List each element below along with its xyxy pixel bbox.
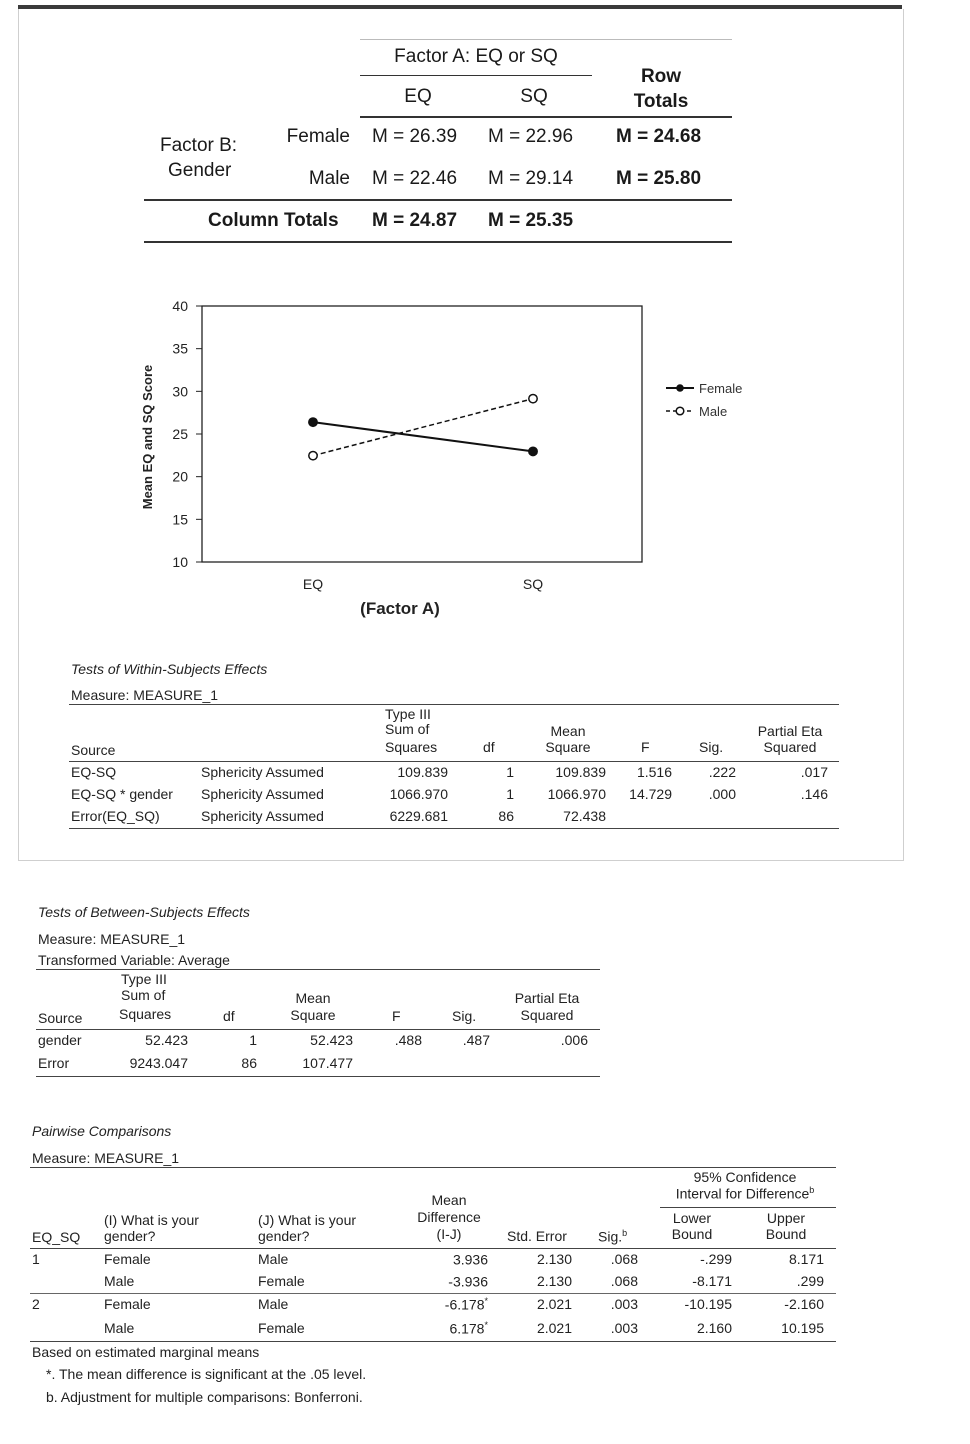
between-hdr-sig: Sig. (452, 1008, 477, 1024)
between-f: .488 (394, 1032, 422, 1048)
within-hdr-source: Source (71, 742, 116, 758)
pairwise-hdr-se: Std. Error (507, 1228, 567, 1244)
between-hdr-f: F (392, 1008, 401, 1024)
factor-b-gender: Gender (168, 160, 232, 181)
within-hdr-ss-2: Sum of (385, 721, 430, 737)
within-df: 1 (506, 786, 514, 802)
female-eq-mean: M = 26.39 (372, 126, 458, 147)
factor-a-title: Factor A: EQ or SQ (394, 46, 558, 67)
within-hdr-sig: Sig. (699, 739, 724, 755)
y-tick-label: 10 (172, 554, 188, 570)
within-hdr-f: F (641, 739, 650, 755)
legend-female-marker (676, 384, 684, 392)
pairwise-hdr-i-2: gender? (104, 1228, 156, 1244)
col-total-sq: M = 25.35 (488, 210, 574, 231)
within-df: 1 (506, 764, 514, 780)
pairwise-hdr-upper-1: Upper (766, 1210, 806, 1226)
pairwise-lower: 2.160 (696, 1320, 732, 1336)
pairwise-eqsq: 2 (32, 1296, 40, 1312)
md-star: * (484, 1320, 488, 1330)
within-eta: .146 (800, 786, 828, 802)
plot-frame (202, 306, 642, 562)
between-eta: .006 (560, 1032, 588, 1048)
between-top-rule (36, 969, 600, 970)
within-measure: Measure: MEASURE_1 (71, 687, 219, 703)
data-point-male (529, 394, 537, 402)
between-sig: .487 (462, 1032, 490, 1048)
between-title: Tests of Between-Subjects Effects (38, 904, 250, 920)
pairwise-hdr-eqsq: EQ_SQ (32, 1229, 81, 1245)
pairwise-sig: .003 (610, 1296, 638, 1312)
data-point-male (309, 451, 317, 459)
between-hdr-eta-2: Squared (520, 1007, 574, 1023)
within-hdr-ss-3: Squares (385, 739, 438, 755)
within-f: 14.729 (629, 786, 672, 802)
female-sq-mean: M = 22.96 (488, 126, 574, 147)
within-hdr-eta-1: Partial Eta (757, 723, 823, 739)
within-top-rule (69, 704, 839, 705)
within-type: Sphericity Assumed (201, 808, 324, 824)
male-row-total: M = 25.80 (616, 168, 702, 189)
pairwise-j: Female (258, 1320, 305, 1336)
x-tick-sq: SQ (522, 576, 544, 592)
between-hdr-ms-1: Mean (295, 990, 331, 1006)
between-bottom-rule (36, 1076, 600, 1077)
x-axis-label: (Factor A) (360, 599, 440, 618)
pairwise-eqsq: 1 (32, 1251, 40, 1267)
pairwise-j: Male (258, 1296, 289, 1312)
within-df: 86 (498, 808, 514, 824)
pairwise-hdr-lower-1: Lower (672, 1210, 712, 1226)
y-tick-label: 20 (172, 468, 188, 485)
within-ms: 72.438 (563, 808, 606, 824)
pairwise-sig: .068 (610, 1273, 638, 1289)
pairwise-i: Male (104, 1320, 135, 1336)
pairwise-md (420, 1296, 488, 1313)
pairwise-md (420, 1251, 488, 1268)
pairwise-upper: 8.171 (788, 1251, 824, 1267)
within-f: 1.516 (636, 764, 672, 780)
pairwise-i: Female (104, 1251, 151, 1267)
pairwise-hdr-lower-2: Bound (671, 1226, 713, 1242)
y-axis-label: Mean EQ and SQ Score (140, 364, 155, 510)
within-eta: .017 (800, 764, 828, 780)
pairwise-hdr-j-1: (J) What is your (258, 1212, 357, 1228)
row-totals-label-2: Totals (633, 91, 689, 112)
pairwise-hdr-sig (598, 1228, 627, 1245)
between-df: 1 (249, 1032, 257, 1048)
pairwise-hdr-md-3: (I-J) (436, 1226, 462, 1242)
data-point-female (309, 418, 317, 426)
pairwise-group-rule (30, 1293, 836, 1294)
within-source: EQ-SQ * gender (71, 786, 173, 802)
within-title: Tests of Within-Subjects Effects (71, 661, 268, 677)
between-hdr-ss-1: Type III (121, 971, 167, 987)
pairwise-hdr-upper-2: Bound (765, 1226, 807, 1242)
pairwise-hdr-md-2: Difference (417, 1209, 481, 1225)
md-value: -3.936 (448, 1273, 488, 1290)
legend-female-label: Female (699, 381, 743, 396)
between-ms: 107.477 (302, 1055, 353, 1071)
column-totals-label: Column Totals (208, 210, 339, 231)
male-eq-mean: M = 22.46 (372, 168, 458, 189)
pairwise-upper: -2.160 (784, 1296, 824, 1312)
pairwise-hdr-j-2: gender? (258, 1228, 310, 1244)
pairwise-title: Pairwise Comparisons (32, 1123, 172, 1139)
pairwise-note-basis: Based on estimated marginal means (32, 1344, 260, 1360)
within-ss: 1066.970 (389, 786, 448, 802)
within-sig: .000 (708, 786, 736, 802)
pairwise-upper: 10.195 (781, 1320, 824, 1336)
col-eq-header: EQ (404, 86, 432, 107)
within-ss: 109.839 (397, 764, 448, 780)
md-value: 6.178 (449, 1320, 485, 1337)
y-tick-label: 40 (172, 298, 188, 314)
between-hdr-ss-2: Sum of (121, 987, 166, 1003)
between-header-rule (36, 1029, 600, 1030)
between-ss: 9243.047 (129, 1055, 188, 1071)
within-bottom-rule (69, 828, 839, 829)
within-hdr-ss-1: Type III (385, 706, 431, 722)
between-hdr-ss-3: Squares (119, 1006, 172, 1022)
pairwise-bottom-rule (30, 1341, 836, 1342)
male-sq-mean: M = 29.14 (488, 168, 574, 189)
within-hdr-ms-1: Mean (550, 723, 586, 739)
interaction-chart (0, 0, 970, 630)
y-tick-label: 25 (172, 426, 188, 442)
md-star: * (484, 1296, 488, 1306)
factor-b-label: Factor B: (160, 135, 238, 156)
within-source: Error(EQ_SQ) (71, 808, 160, 824)
male-row-label: Male (308, 168, 350, 189)
within-type: Sphericity Assumed (201, 764, 324, 780)
ci-underline (660, 1207, 836, 1208)
female-row-label: Female (286, 126, 350, 147)
pairwise-md (420, 1320, 488, 1337)
pairwise-measure: Measure: MEASURE_1 (32, 1150, 180, 1166)
sig-text: Sig. (598, 1228, 623, 1245)
pairwise-sig: .003 (610, 1320, 638, 1336)
pairwise-hdr-ci-2 (655, 1185, 835, 1202)
legend (666, 381, 742, 419)
between-hdr-ms-2: Square (290, 1007, 336, 1023)
between-ss: 52.423 (145, 1032, 188, 1048)
legend-male-marker (676, 407, 684, 415)
between-transformed: Transformed Variable: Average (38, 952, 230, 968)
ci-title-text: Interval for Difference (675, 1185, 810, 1202)
pairwise-se: 2.130 (536, 1273, 572, 1289)
pairwise-j: Male (258, 1251, 289, 1267)
between-source: gender (38, 1032, 82, 1048)
pairwise-header-rule (30, 1248, 836, 1249)
within-hdr-df: df (483, 739, 495, 755)
pairwise-hdr-i-1: (I) What is your (104, 1212, 199, 1228)
data-point-female (529, 447, 537, 455)
female-row-total: M = 24.68 (616, 126, 702, 147)
md-value: 3.936 (452, 1251, 488, 1268)
ci-title-sup: b (809, 1185, 815, 1195)
within-sig: .222 (708, 764, 736, 780)
col-total-eq: M = 24.87 (372, 210, 458, 231)
pairwise-hdr-md-1: Mean (431, 1192, 467, 1208)
within-header-rule (69, 761, 839, 762)
between-hdr-eta-1: Partial Eta (514, 990, 580, 1006)
pairwise-se: 2.130 (536, 1251, 572, 1267)
within-source: EQ-SQ (71, 764, 117, 780)
between-source: Error (38, 1055, 70, 1071)
y-tick-label: 35 (172, 340, 188, 357)
between-ms: 52.423 (310, 1032, 353, 1048)
within-hdr-ms-2: Square (545, 739, 591, 755)
pairwise-upper: .299 (796, 1273, 824, 1289)
between-df: 86 (241, 1055, 257, 1071)
within-type: Sphericity Assumed (201, 786, 324, 802)
pairwise-i: Male (104, 1273, 135, 1289)
pairwise-top-rule (30, 1167, 836, 1168)
sig-sup: b (622, 1228, 628, 1238)
pairwise-se: 2.021 (536, 1296, 572, 1312)
col-sq-header: SQ (520, 86, 548, 107)
y-tick-label: 15 (172, 511, 188, 528)
within-ss: 6229.681 (389, 808, 448, 824)
between-measure: Measure: MEASURE_1 (38, 931, 186, 947)
within-hdr-eta-2: Squared (763, 739, 817, 755)
pairwise-sig: .068 (610, 1251, 638, 1267)
row-totals-label-1: Row (640, 66, 682, 87)
y-tick-label: 30 (172, 383, 188, 400)
between-hdr-df: df (223, 1008, 235, 1024)
between-hdr-source: Source (38, 1010, 83, 1026)
within-ms: 1066.970 (547, 786, 606, 802)
pairwise-se: 2.021 (536, 1320, 572, 1336)
within-ms: 109.839 (555, 764, 606, 780)
x-tick-eq: EQ (302, 576, 324, 592)
pairwise-hdr-ci-1: 95% Confidence (693, 1169, 797, 1185)
pairwise-note-adjustment: b. Adjustment for multiple comparisons: Bonferroni. (46, 1389, 363, 1405)
pairwise-lower: -10.195 (684, 1296, 732, 1312)
pairwise-md (420, 1273, 488, 1290)
pairwise-i: Female (104, 1296, 151, 1312)
pairwise-lower: -8.171 (692, 1273, 732, 1289)
legend-male-label: Male (699, 404, 728, 419)
pairwise-note-significance: *. The mean difference is significant at the .05 level. (46, 1366, 367, 1382)
pairwise-j: Female (258, 1273, 305, 1289)
pairwise-lower: -.299 (700, 1251, 732, 1267)
md-value: -6.178 (444, 1296, 485, 1313)
